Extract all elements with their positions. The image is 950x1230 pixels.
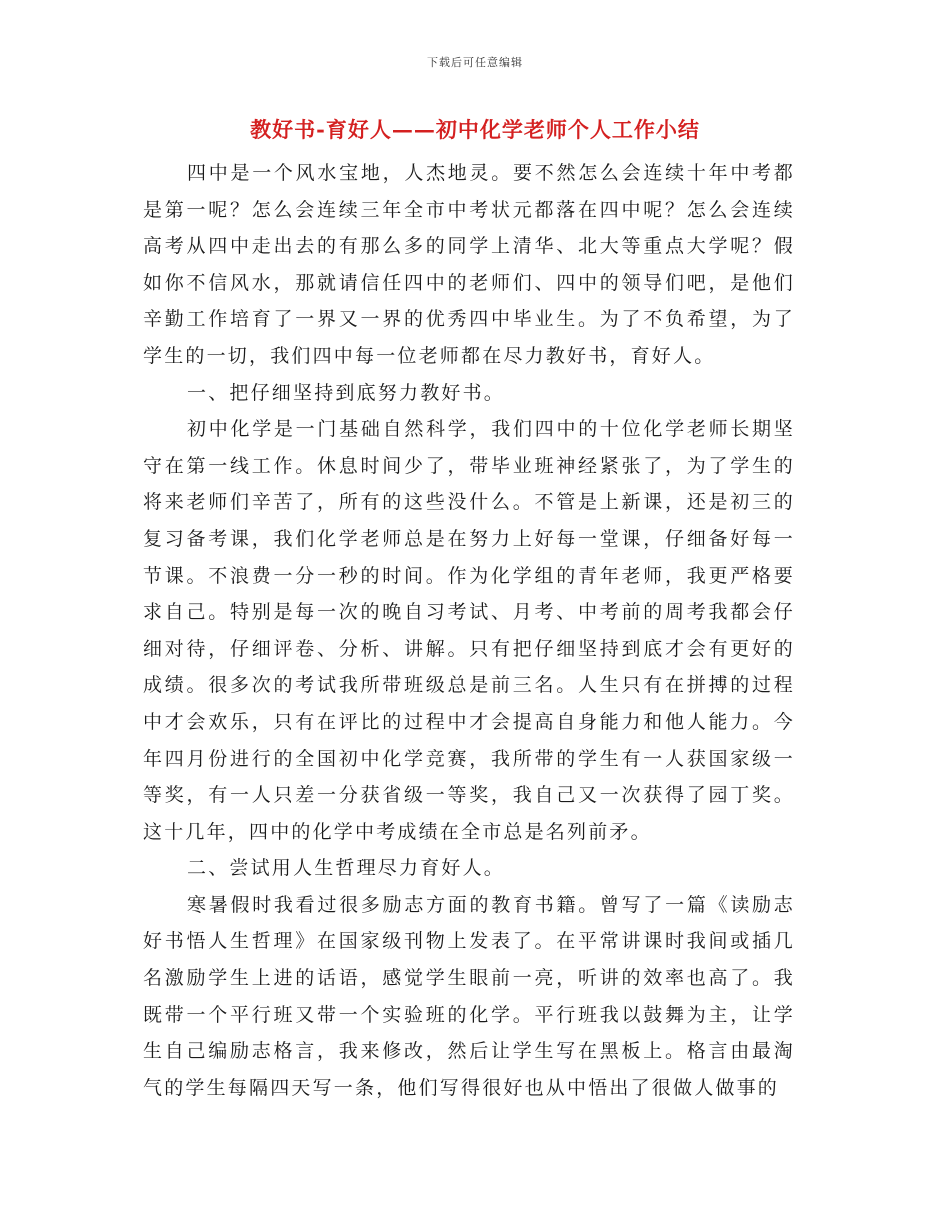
- paragraph-section-2: 寒暑假时我看过很多励志方面的教育书籍。曾写了一篇《读励志好书悟人生哲理》在国家级刊物上发表了。在平常讲课时我间或插几名激励学生上进的话语，感觉学生眼前一亮，听讲的效率也高了。我既带一个平行班又带一个实验班的化学。平行班我以鼓舞为主，让学生自己编励志格言，我来修改，然后让学生写在黑板上。格言由最淘气的学生每隔四天写一条，他们写得很好也从中悟出了很做人做事的: [143, 893, 795, 1099]
- paragraph-intro: 四中是一个风水宝地，人杰地灵。要不然怎么会连续十年中考都是第一呢？怎么会连续三年全市中考状元都落在四中呢？怎么会连续高考从四中走出去的有那么多的同学上清华、北大等重点大学呢？假如你不信风水，那就请信任四中的老师们、四中的领导们吧，是他们辛勤工作培育了一界又一界的优秀四中毕业生。为了不负希望，为了学生的一切，我们四中每一位老师都在尽力教好书，育好人。: [143, 162, 795, 367]
- document-body: [143, 155, 795, 1106]
- document-title: 教好书-育好人——初中化学老师个人工作小结: [250, 117, 700, 142]
- section-heading-1: 一、把仔细坚持到底努力教好书。: [187, 381, 506, 404]
- paragraph-section-1: 初中化学是一门基础自然科学，我们四中的十位化学老师长期坚守在第一线工作。休息时间少了，带毕业班神经紧张了，为了学生的将来老师们辛苦了，所有的这些没什么。不管是上新课，还是初三的复习备考课，我们化学老师总是在努力上好每一堂课，仔细备好每一节课。不浪费一分一秒的时间。作为化学组的青年老师，我更严格要求自己。特别是每一次的晚自习考试、月考、中考前的周考我都会仔细对待，仔细评卷、分析、讲解。只有把仔细坚持到底才会有更好的成绩。很多次的考试我所带班级总是前三名。人生只有在拼搏的过程中才会欢乐，只有在评比的过程中才会提高自身能力和他人能力。今年四月份进行的全国初中化学竞赛，我所带的学生有一人获国家级一等奖，有一人只差一分获省级一等奖，我自己又一次获得了园丁奖。这十几年，四中的化学中考成绩在全市总是名列前矛。: [143, 418, 795, 843]
- header-note: 下载后可任意编辑: [427, 56, 523, 69]
- section-heading-2: 二、尝试用人生哲理尽力育好人。: [187, 857, 506, 880]
